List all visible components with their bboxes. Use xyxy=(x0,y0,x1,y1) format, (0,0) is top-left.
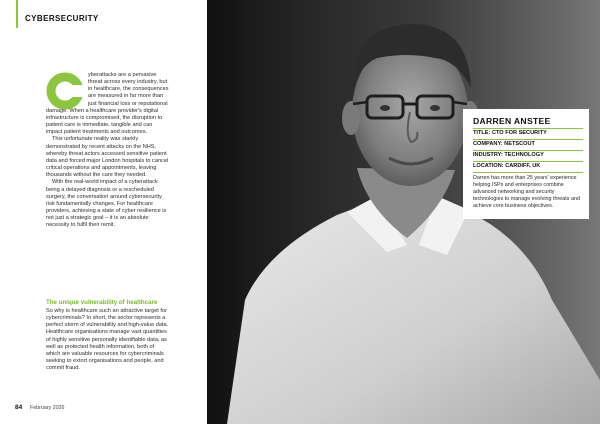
profile-divider xyxy=(473,139,583,140)
section-label: CYBERSECURITY xyxy=(25,14,99,23)
profile-company: COMPANY: NETSCOUT xyxy=(473,141,535,147)
profile-location: LOCATION: CARDIFF, UK xyxy=(473,163,541,169)
profile-name: DARREN ANSTEE xyxy=(473,116,551,126)
section-accent-bar xyxy=(16,0,18,28)
profile-divider xyxy=(473,161,583,162)
profile-divider xyxy=(473,150,583,151)
profile-industry: INDUSTRY: TECHNOLOGY xyxy=(473,152,544,158)
intro-paragraph-1: yberattacks are a pervasive threat across every industry, but in healthcare, the consequences are measured in far more than just financial loss or reputational damage. When a healthcare provider's digital infrastructure is compromised, the disruption to patient care is immediate, tangible and can impact patient treatments and outcomes. xyxy=(46,72,169,136)
article-column xyxy=(0,0,207,424)
profile-card xyxy=(463,109,589,219)
profile-divider xyxy=(473,172,583,173)
body-paragraph-1: So why is healthcare such an attractive target for cybercriminals? In short, the sector represents a perfect storm of vulnerability and high-value data. Healthcare organisations manage vast quantities of highly sensitive personally identifiable data, as well as protected health information, both of which are valuable resources for cybercriminals seeking to extort organisations and people, and commit fraud. xyxy=(46,308,169,372)
page-number: 84 xyxy=(15,404,23,411)
issue-date: February 2026 xyxy=(30,405,65,411)
article-intro xyxy=(46,72,170,229)
subheading: The unique vulnerability of healthcare xyxy=(46,299,158,306)
intro-paragraph-2: This unfortunate reality was starkly demonstrated by recent attacks on the NHS, whereby threat actors accessed sensitive patient data and forced major London hospitals to cancel critical operations and appointments, leaving thousands without the care they needed. xyxy=(46,136,169,179)
profile-divider xyxy=(473,128,583,129)
profile-title: TITLE: CTO FOR SECURITY xyxy=(473,130,547,136)
profile-bio: Darren has more than 25 years' experience helping ISPs and enterprises combine advanced networking and security technologies to manage evolving threats and achieve core business objectives. xyxy=(473,175,580,210)
intro-paragraph-3: With the real-world impact of a cyberattack being a delayed diagnosis or a rescheduled surgery, the conversation around cybersecurity risk fundamentally changes. For healthcare providers, achieving a state of cyber resilience is not just a strategic goal – it is an absolute necessity to fulfil their remit. xyxy=(46,179,167,229)
